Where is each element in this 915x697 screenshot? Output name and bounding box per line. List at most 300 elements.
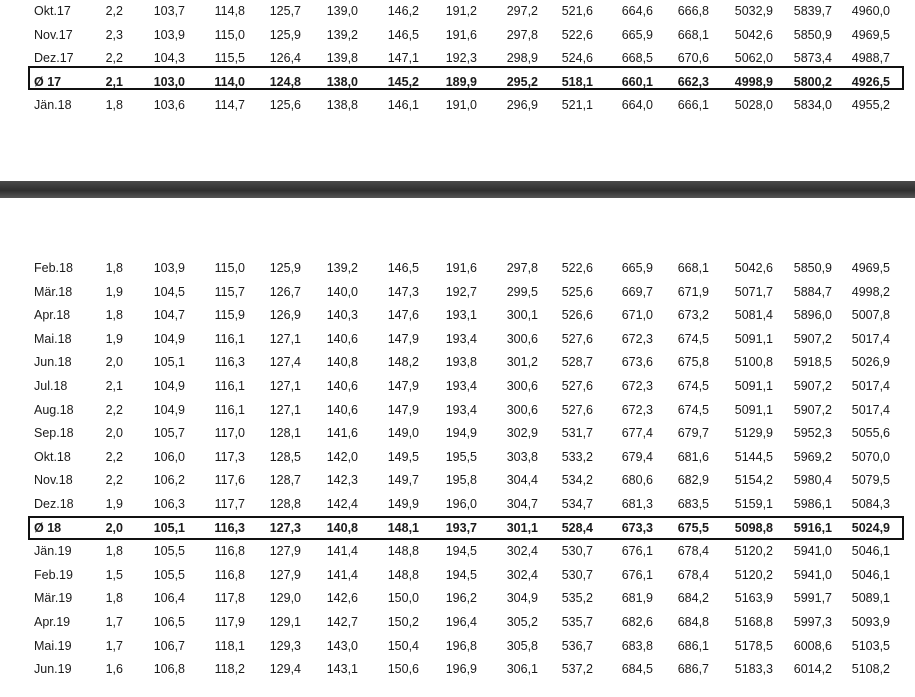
table-cell: 530,7 <box>561 544 593 559</box>
table-cell: 536,7 <box>561 638 593 653</box>
table-cell: 534,7 <box>561 496 593 511</box>
table-cell: 4988,7 <box>851 51 890 66</box>
table-cell: 116,1 <box>214 378 245 393</box>
table-cell: 4969,5 <box>851 27 890 42</box>
table-cell: 106,7 <box>153 638 185 653</box>
table-row <box>0 422 915 446</box>
table-cell: 676,1 <box>621 544 653 559</box>
table-cell: 683,5 <box>677 496 709 511</box>
table-cell: 5800,2 <box>793 74 832 89</box>
table-cell: 129,0 <box>269 591 301 606</box>
table-cell: 140,6 <box>326 331 358 346</box>
table-cell: 5062,0 <box>734 51 773 66</box>
table-row <box>0 587 915 611</box>
table-cell: 116,3 <box>214 520 245 535</box>
table-cell: 106,3 <box>153 496 185 511</box>
table-cell: 114,8 <box>214 4 245 18</box>
table-row <box>0 469 915 493</box>
table-cell: 146,5 <box>387 261 419 275</box>
table-cell: 126,4 <box>269 51 301 66</box>
table-cell: 117,9 <box>214 614 245 629</box>
table-cell: 5986,1 <box>793 496 832 511</box>
table-cell: 682,9 <box>677 473 709 488</box>
table-cell: 140,6 <box>326 402 358 417</box>
table-cell: 675,8 <box>677 355 709 370</box>
table-cell: 676,1 <box>621 567 653 582</box>
table-cell: 103,9 <box>153 27 185 42</box>
table-cell: 191,0 <box>445 98 477 113</box>
table-cell: 670,6 <box>677 51 709 66</box>
table-cell: 1,7 <box>105 614 123 629</box>
table-cell: 665,9 <box>621 261 653 275</box>
table-row <box>0 94 915 118</box>
table-cell: 5026,9 <box>851 355 890 370</box>
table-cell: 535,7 <box>561 614 593 629</box>
table-row <box>0 611 915 635</box>
table-cell: 148,1 <box>387 520 419 535</box>
table-cell: 148,8 <box>387 567 419 582</box>
page-separator-bar <box>0 181 915 198</box>
table-cell: 115,0 <box>214 27 245 42</box>
table-cell: 1,6 <box>105 662 123 677</box>
table-cell: 301,1 <box>506 520 538 535</box>
table-cell: 522,6 <box>561 261 593 275</box>
table-cell: 142,6 <box>326 591 358 606</box>
table-cell: 115,9 <box>214 308 245 323</box>
table-cell: 2,3 <box>105 27 123 42</box>
table-cell: 302,4 <box>506 544 538 559</box>
table-cell: 5163,9 <box>734 591 773 606</box>
table-cell: 297,2 <box>506 4 538 18</box>
table-cell: 147,1 <box>387 51 419 66</box>
table-cell: 522,6 <box>561 27 593 42</box>
table-cell: 150,0 <box>387 591 419 606</box>
table-cell: 5007,8 <box>851 308 890 323</box>
table-cell: 686,1 <box>677 638 709 653</box>
table-cell: 679,7 <box>677 426 709 441</box>
table-cell: 300,1 <box>506 308 538 323</box>
table-cell: 140,3 <box>326 308 358 323</box>
table-cell: 116,1 <box>214 402 245 417</box>
table-cell: 196,9 <box>445 662 477 677</box>
table-cell: 105,1 <box>153 355 185 370</box>
table-cell: 527,6 <box>561 402 593 417</box>
table-cell: 672,3 <box>621 402 653 417</box>
table-cell: 5941,0 <box>793 544 832 559</box>
table-cell: 147,9 <box>387 331 419 346</box>
table-cell: 684,5 <box>621 662 653 677</box>
table-cell: 1,8 <box>105 591 123 606</box>
table-cell: 138,0 <box>326 74 358 89</box>
table-cell: 5907,2 <box>793 331 832 346</box>
table-cell: 2,2 <box>105 4 123 18</box>
table-cell: 664,0 <box>621 98 653 113</box>
table-cell: 2,1 <box>105 74 123 89</box>
table-cell: 116,8 <box>214 544 245 559</box>
table-cell: 669,7 <box>621 284 653 299</box>
table-cell: 146,5 <box>387 27 419 42</box>
row-label: Mai.18 <box>34 331 72 346</box>
table-cell: 1,5 <box>105 567 123 582</box>
table-cell: 127,9 <box>269 567 301 582</box>
row-label: Apr.18 <box>34 308 71 323</box>
table-cell: 139,0 <box>326 4 358 18</box>
table-cell: 192,3 <box>445 51 477 66</box>
table-cell: 5896,0 <box>793 308 832 323</box>
row-label: Jun.19 <box>34 662 72 677</box>
table-cell: 103,9 <box>153 261 185 275</box>
table-cell: 673,3 <box>621 520 653 535</box>
table-cell: 195,8 <box>445 473 477 488</box>
row-label: Feb.18 <box>34 261 73 275</box>
table-cell: 535,2 <box>561 591 593 606</box>
table-cell: 145,2 <box>387 74 419 89</box>
table-cell: 125,9 <box>269 27 301 42</box>
table-cell: 678,4 <box>677 544 709 559</box>
table-cell: 5103,5 <box>851 638 890 653</box>
table-cell: 296,9 <box>506 98 538 113</box>
table-cell: 304,4 <box>506 473 538 488</box>
table-cell: 5178,5 <box>734 638 773 653</box>
table-cell: 5918,5 <box>793 355 832 370</box>
table-cell: 306,1 <box>506 662 538 677</box>
table-cell: 5907,2 <box>793 402 832 417</box>
table-cell: 191,6 <box>445 27 477 42</box>
table-cell: 115,7 <box>214 284 245 299</box>
table-row <box>0 493 915 517</box>
table-cell: 103,7 <box>153 4 185 18</box>
table-cell: 116,3 <box>214 355 245 370</box>
row-label: Okt.18 <box>34 449 71 464</box>
table-cell: 127,4 <box>269 355 301 370</box>
row-label: Apr.19 <box>34 614 71 629</box>
table-cell: 141,4 <box>326 544 358 559</box>
table-cell: 6014,2 <box>793 662 832 677</box>
table-cell: 5055,6 <box>851 426 890 441</box>
table-cell: 193,1 <box>445 308 477 323</box>
table-cell: 299,5 <box>506 284 538 299</box>
table-cell: 5952,3 <box>793 426 832 441</box>
table-cell: 524,6 <box>561 51 593 66</box>
table-cell: 668,1 <box>677 261 709 275</box>
table-cell: 302,9 <box>506 426 538 441</box>
table-cell: 305,2 <box>506 614 538 629</box>
table-row <box>0 564 915 588</box>
table-cell: 5873,4 <box>793 51 832 66</box>
table-cell: 5834,0 <box>793 98 832 113</box>
table-cell: 681,3 <box>621 496 653 511</box>
table-cell: 295,2 <box>506 74 538 89</box>
table-cell: 106,5 <box>153 614 185 629</box>
table-cell: 147,3 <box>387 284 419 299</box>
table-cell: 148,8 <box>387 544 419 559</box>
table-row <box>0 328 915 352</box>
row-label: Sep.18 <box>34 426 74 441</box>
row-label: Jän.19 <box>34 544 72 559</box>
table-cell: 128,7 <box>269 473 301 488</box>
table-cell: 129,1 <box>269 614 301 629</box>
table-cell: 684,2 <box>677 591 709 606</box>
table-cell: 531,7 <box>561 426 593 441</box>
table-cell: 104,9 <box>153 402 185 417</box>
table-cell: 674,5 <box>677 331 709 346</box>
table-cell: 117,3 <box>214 449 245 464</box>
table-row <box>0 0 915 24</box>
table-cell: 528,4 <box>561 520 593 535</box>
table-cell: 1,9 <box>105 496 123 511</box>
table-cell: 5969,2 <box>793 449 832 464</box>
table-cell: 147,9 <box>387 402 419 417</box>
table-cell: 5098,8 <box>734 520 773 535</box>
table-row <box>0 257 915 281</box>
row-label: Jul.18 <box>34 378 68 393</box>
table-cell: 664,6 <box>621 4 653 18</box>
table-cell: 4998,2 <box>851 284 890 299</box>
table-cell: 118,1 <box>214 638 245 653</box>
table-cell: 665,9 <box>621 27 653 42</box>
table-cell: 117,6 <box>214 473 245 488</box>
table-cell: 5024,9 <box>851 520 890 535</box>
table-cell: 537,2 <box>561 662 593 677</box>
table-cell: 5042,6 <box>734 261 773 275</box>
table-cell: 672,3 <box>621 378 653 393</box>
table-cell: 2,0 <box>105 355 123 370</box>
table-cell: 148,2 <box>387 355 419 370</box>
table-cell: 127,1 <box>269 402 301 417</box>
table-cell: 5091,1 <box>734 402 773 417</box>
table-cell: 5017,4 <box>851 378 890 393</box>
table-cell: 5159,1 <box>734 496 773 511</box>
table-cell: 5093,9 <box>851 614 890 629</box>
table-cell: 1,7 <box>105 638 123 653</box>
table-cell: 682,6 <box>621 614 653 629</box>
table-cell: 668,1 <box>677 27 709 42</box>
table-cell: 143,0 <box>326 638 358 653</box>
table-cell: 115,5 <box>214 51 245 66</box>
table-cell: 5089,1 <box>851 591 890 606</box>
table-cell: 677,4 <box>621 426 653 441</box>
table-cell: 126,9 <box>269 308 301 323</box>
table-cell: 106,0 <box>153 449 185 464</box>
table-cell: 4998,9 <box>734 74 773 89</box>
table-cell: 533,2 <box>561 449 593 464</box>
table-cell: 5100,8 <box>734 355 773 370</box>
table-cell: 5042,6 <box>734 27 773 42</box>
table-row <box>0 375 915 399</box>
table-cell: 2,0 <box>105 520 123 535</box>
table-cell: 5091,1 <box>734 378 773 393</box>
table-cell: 302,4 <box>506 567 538 582</box>
table-cell: 141,6 <box>326 426 358 441</box>
table-cell: 679,4 <box>621 449 653 464</box>
table-cell: 300,6 <box>506 402 538 417</box>
table-cell: 142,4 <box>326 496 358 511</box>
table-cell: 5980,4 <box>793 473 832 488</box>
table-cell: 5079,5 <box>851 473 890 488</box>
table-cell: 4926,5 <box>851 74 890 89</box>
table-cell: 147,9 <box>387 378 419 393</box>
table-cell: 129,3 <box>269 638 301 653</box>
table-cell: 114,7 <box>214 98 245 113</box>
row-label: Mär.19 <box>34 591 73 606</box>
table-cell: 530,7 <box>561 567 593 582</box>
table-cell: 1,8 <box>105 544 123 559</box>
table-cell: 105,5 <box>153 567 185 582</box>
table-cell: 672,3 <box>621 331 653 346</box>
row-label: Mai.19 <box>34 638 72 653</box>
table-cell: 105,1 <box>153 520 185 535</box>
table-cell: 668,5 <box>621 51 653 66</box>
table-cell: 5144,5 <box>734 449 773 464</box>
table-cell: 105,7 <box>153 426 185 441</box>
table-cell: 104,9 <box>153 331 185 346</box>
table-cell: 106,8 <box>153 662 185 677</box>
table-cell: 104,7 <box>153 308 185 323</box>
table-row <box>0 281 915 305</box>
table-cell: 518,1 <box>561 74 593 89</box>
table-cell: 4969,5 <box>851 261 890 275</box>
table-cell: 127,9 <box>269 544 301 559</box>
table-cell: 671,9 <box>677 284 709 299</box>
table-cell: 139,2 <box>326 27 358 42</box>
table-cell: 681,6 <box>677 449 709 464</box>
table-cell: 5168,8 <box>734 614 773 629</box>
table-cell: 297,8 <box>506 27 538 42</box>
table-row <box>0 540 915 564</box>
table-cell: 127,1 <box>269 331 301 346</box>
table-cell: 5046,1 <box>851 544 890 559</box>
table-cell: 5028,0 <box>734 98 773 113</box>
table-cell: 115,0 <box>214 261 245 275</box>
table-cell: 681,9 <box>621 591 653 606</box>
table-cell: 140,6 <box>326 378 358 393</box>
table-cell: 5884,7 <box>793 284 832 299</box>
table-cell: 196,8 <box>445 638 477 653</box>
table-cell: 116,1 <box>214 331 245 346</box>
table-cell: 142,7 <box>326 614 358 629</box>
table-cell: 297,8 <box>506 261 538 275</box>
table-cell: 146,1 <box>387 98 419 113</box>
table-cell: 5071,7 <box>734 284 773 299</box>
table-cell: 104,5 <box>153 284 185 299</box>
table-row <box>0 304 915 328</box>
table-cell: 150,2 <box>387 614 419 629</box>
table-cell: 128,1 <box>269 426 301 441</box>
table-cell: 304,9 <box>506 591 538 606</box>
table-cell: 5017,4 <box>851 402 890 417</box>
table-cell: 149,9 <box>387 496 419 511</box>
table-cell: 194,9 <box>445 426 477 441</box>
table-cell: 189,9 <box>445 74 477 89</box>
table-cell: 193,4 <box>445 402 477 417</box>
table-cell: 526,6 <box>561 308 593 323</box>
table-cell: 193,4 <box>445 378 477 393</box>
table-cell: 150,4 <box>387 638 419 653</box>
table-cell: 149,7 <box>387 473 419 488</box>
table-cell: 301,2 <box>506 355 538 370</box>
table-cell: 5120,2 <box>734 544 773 559</box>
table-cell: 521,6 <box>561 4 593 18</box>
table-row <box>0 446 915 470</box>
table-cell: 104,9 <box>153 378 185 393</box>
table-cell: 5129,9 <box>734 426 773 441</box>
table-cell: 300,6 <box>506 378 538 393</box>
table-cell: 191,2 <box>445 4 477 18</box>
table-cell: 683,8 <box>621 638 653 653</box>
table-cell: 5154,2 <box>734 473 773 488</box>
table-cell: 5907,2 <box>793 378 832 393</box>
table-cell: 2,2 <box>105 402 123 417</box>
table-cell: 140,0 <box>326 284 358 299</box>
table-cell: 5997,3 <box>793 614 832 629</box>
table-row <box>0 351 915 375</box>
table-cell: 103,6 <box>153 98 185 113</box>
table-cell: 192,7 <box>445 284 477 299</box>
table-row <box>0 399 915 423</box>
table-cell: 5991,7 <box>793 591 832 606</box>
table-cell: 5850,9 <box>793 27 832 42</box>
table-cell: 303,8 <box>506 449 538 464</box>
row-label: Ø 17 <box>34 74 62 89</box>
table-row <box>0 658 915 682</box>
table-cell: 191,6 <box>445 261 477 275</box>
table-cell: 142,0 <box>326 449 358 464</box>
table-cell: 534,2 <box>561 473 593 488</box>
table-cell: 127,1 <box>269 378 301 393</box>
table-cell: 193,4 <box>445 331 477 346</box>
row-label: Ø 18 <box>34 520 62 535</box>
table-cell: 125,7 <box>269 4 301 18</box>
index-table-bottom <box>0 257 915 682</box>
row-label: Aug.18 <box>34 402 74 417</box>
average-row <box>0 517 915 541</box>
table-cell: 4955,2 <box>851 98 890 113</box>
table-cell: 195,5 <box>445 449 477 464</box>
table-cell: 666,1 <box>677 98 709 113</box>
row-label: Nov.17 <box>34 27 73 42</box>
table-cell: 1,8 <box>105 308 123 323</box>
table-cell: 103,0 <box>153 74 185 89</box>
table-cell: 5108,2 <box>851 662 890 677</box>
row-label: Mär.18 <box>34 284 73 299</box>
table-cell: 142,3 <box>326 473 358 488</box>
row-label: Nov.18 <box>34 473 73 488</box>
average-row <box>0 71 915 95</box>
table-cell: 106,4 <box>153 591 185 606</box>
table-cell: 2,2 <box>105 473 123 488</box>
table-cell: 194,5 <box>445 544 477 559</box>
table-cell: 139,8 <box>326 51 358 66</box>
table-cell: 684,8 <box>677 614 709 629</box>
table-cell: 686,7 <box>677 662 709 677</box>
table-cell: 660,1 <box>621 74 653 89</box>
table-cell: 196,4 <box>445 614 477 629</box>
table-cell: 5070,0 <box>851 449 890 464</box>
table-cell: 193,8 <box>445 355 477 370</box>
table-cell: 193,7 <box>445 520 477 535</box>
table-cell: 2,2 <box>105 449 123 464</box>
table-cell: 2,2 <box>105 51 123 66</box>
table-cell: 147,6 <box>387 308 419 323</box>
index-table-top <box>0 0 915 118</box>
table-cell: 525,6 <box>561 284 593 299</box>
table-cell: 116,8 <box>214 567 245 582</box>
table-cell: 196,0 <box>445 496 477 511</box>
table-cell: 140,8 <box>326 355 358 370</box>
row-label: Okt.17 <box>34 4 71 18</box>
table-cell: 1,8 <box>105 98 123 113</box>
table-cell: 5850,9 <box>793 261 832 275</box>
